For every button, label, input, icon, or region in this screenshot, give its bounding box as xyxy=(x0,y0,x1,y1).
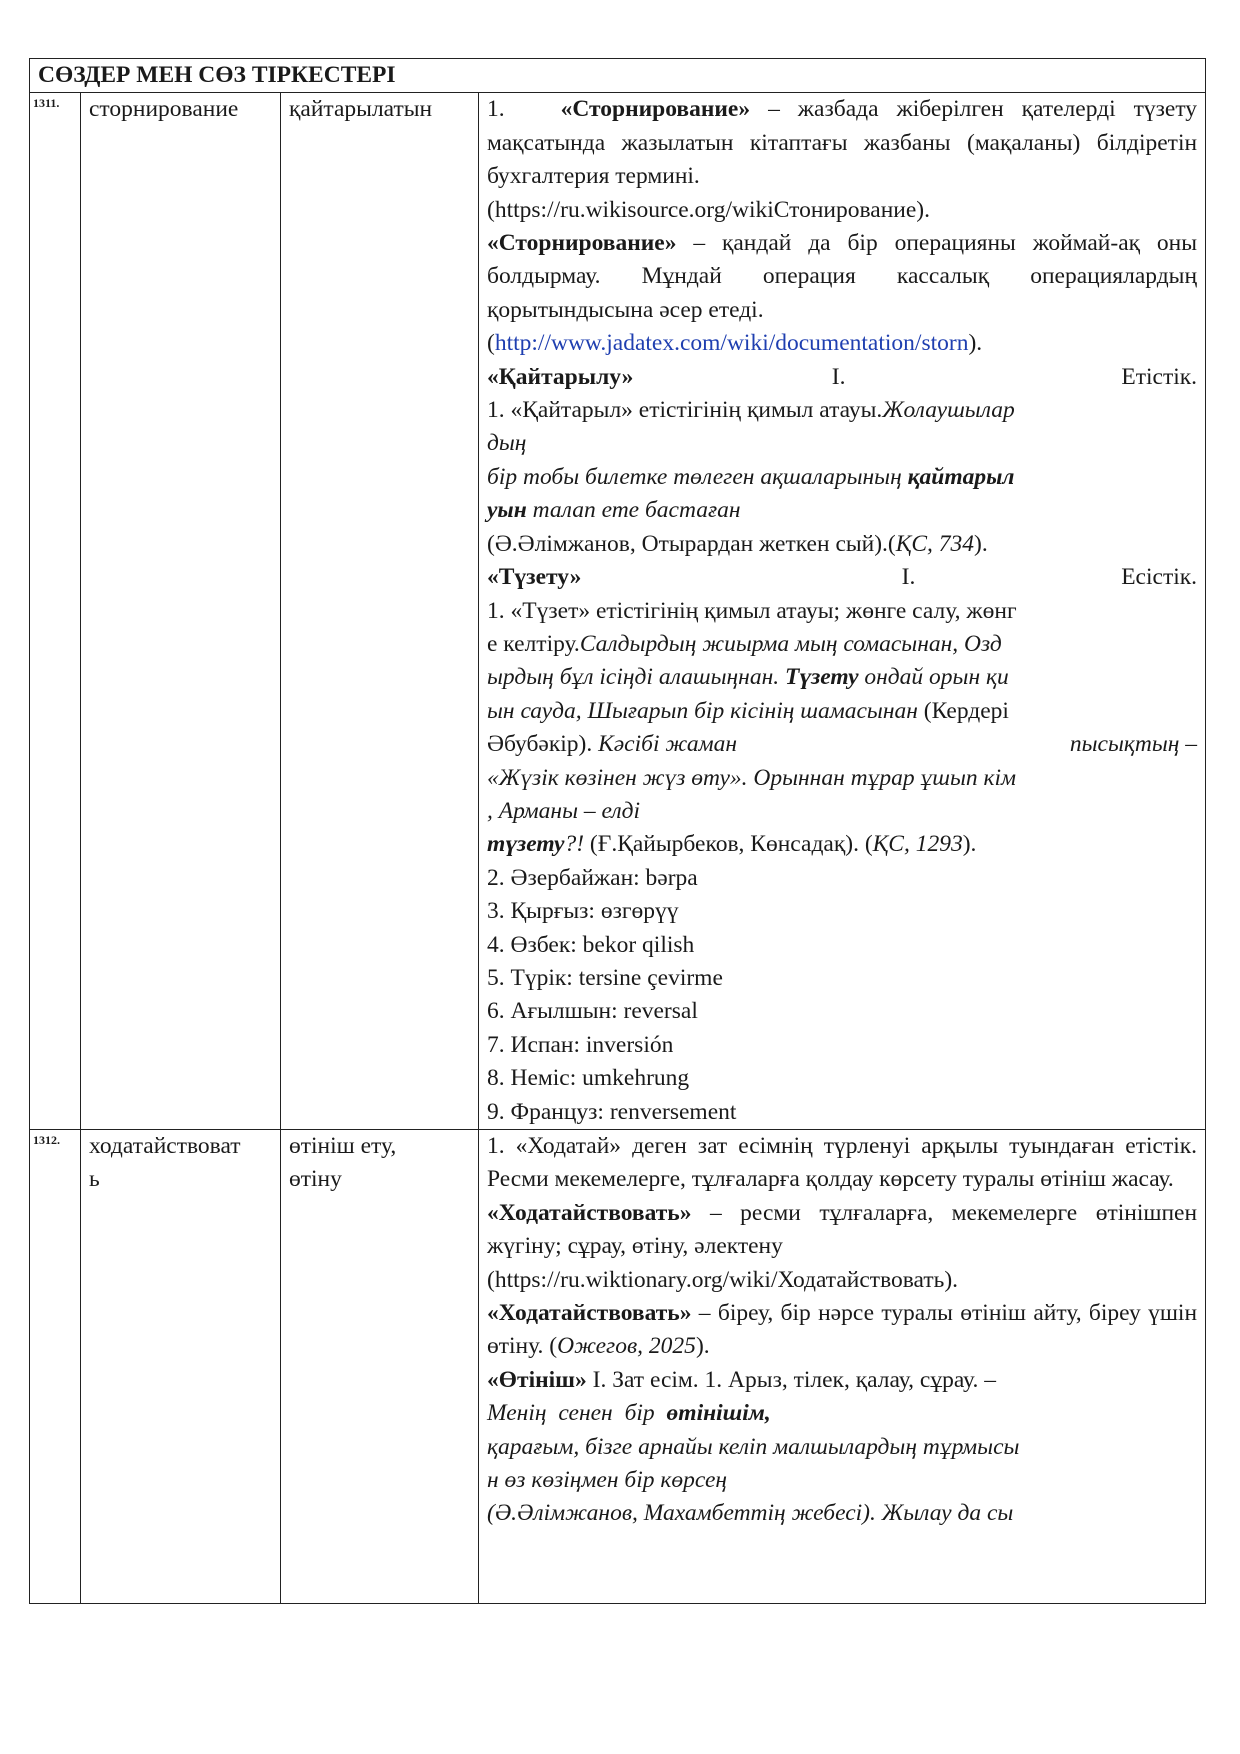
section-header: СӨЗДЕР МЕН СӨЗ ТІРКЕСТЕРІ xyxy=(30,59,1206,93)
term-bold: «Сторнирование» xyxy=(487,230,677,257)
glossary-table xyxy=(29,58,1206,1604)
entry-definition: 1. «Ходатай» деген зат есімнің түрленуі арқылы туындаған етістік. Ресми мекемелерге, тұлғаларға қолдау көрсету туралы өтініш жасау. «Ходатайствовать» – ресми тұлғаларға, мекемелерге өтінішпен жүгіну; сұрау, өтіну, әлектену (https://ru.wiktionary.org/wiki/Ходатайствовать). «Ходатайствовать» – біреу, бір нәрсе туралы өтініш айту, біреу үшін өтіну. (Ожегов, 2025). «Өтініш» І. Зат есім. 1. Арыз, тілек, қалау, сұрау. – Менің сенен бір өтінішім, қарағым, бізге арнайы келіп малшылардың тұрмысы н өз көзіңмен бір көрсең (Ә.Әлімжанов, Махамбеттің жебесі). Жылау да сы xyxy=(479,1130,1206,1604)
language-item: 9. Француз: renversement xyxy=(487,1098,737,1125)
entry-term: сторнирование xyxy=(81,93,281,1130)
entry-definition: 1. «Сторнирование» – жазбада жіберілген қателерді түзету мақсатында жазылатын кітаптағы жазбаны (мақаланы) білдіретін бухгалтерия термині. (https://ru.wikisource.org/wikiСтонирование). «Сторнирование» – қандай да бір операцияны жоймай-ақ оны болдырмау. Мұндай операция кассалық операциялардың қорытындысына әсер етеді. (http://www.jadatex.com/wiki/documentation/storn). «Қайтарылу» І. Етістік. 1. «Қайтарыл» етістігінің қимыл атауы.Жолаушылар дың бір тобы билетке төлеген ақшаларының қайтарыл уын талап ете бастаған (Ә.Әлімжанов, Отырардан жеткен сый).(ҚС, 734). «Түзету» І. Есістік. 1. «Түзет» етістігінің қимыл атауы; жөнге салу, жөнг е келтіру.Салдырдың жиырма мың сомасынан, Озд ырдың бұл ісіңді алашыңнан. Түзету ондай орын қи ын сауда, Шығарып бір кісінің шамасынан (Кердері Әбубәкір). Кәсібі жаман пысықтың – «Жүзік көзінен жүз өту». Орыннан тұрар ұшып кім , Арманы – елді түзету?! (Ғ.Қайырбеков, Көнсадақ). (ҚС, 1293). 2. Әзербайжан: bərpa 3. Қырғыз: өзгөрүү 4. Өзбек: bekor qilish 5. Түрік: tersine çevirme 6. Ағылшын: reversal 7. Испан: inversión 8. Неміс: umkehrung 9. Француз: renversement xyxy=(479,93,1206,1130)
definition-paragraph: «Ходатайствовать» – ресми тұлғаларға, мекемелерге өтінішпен жүгіну; сұрау, өтіну, әлектену xyxy=(487,1199,1198,1260)
entry-number: 1311. xyxy=(30,93,81,1130)
language-item: 2. Әзербайжан: bərpa xyxy=(487,864,698,891)
source-text: (https://ru.wikisource.org/wikiСтонирование). xyxy=(487,196,930,223)
language-item: 4. Өзбек: bekor qilish xyxy=(487,931,695,958)
entry-translation: өтініш ету, өтіну xyxy=(281,1130,479,1604)
definition-paragraph: 1. «Ходатай» деген зат есімнің түрленуі арқылы туындаған етістік. Ресми мекемелерге, тұлғаларға қолдау көрсету туралы өтініш жасау. xyxy=(487,1133,1198,1193)
term-bold: «Сторнирование» xyxy=(560,96,751,123)
entry-term: ходатайствоват ь xyxy=(81,1130,281,1604)
language-item: 6. Ағылшын: reversal xyxy=(487,998,698,1025)
term-bold: «Өтініш» xyxy=(487,1366,587,1393)
source-text: (https://ru.wiktionary.org/wiki/Ходатайствовать). xyxy=(487,1266,959,1293)
table-row xyxy=(30,1130,1206,1604)
definition-paragraph: 1. «Сторнирование» – жазбада жіберілген қателерді түзету мақсатында жазылатын кітаптағы жазбаны (мақаланы) білдіретін бухгалтерия термині. xyxy=(487,96,1198,190)
table-row xyxy=(30,93,1206,1130)
headword-line: «Қайтарылу» І. Етістік. xyxy=(487,363,1198,390)
language-item: 8. Неміс: umkehrung xyxy=(487,1065,690,1092)
definition-paragraph: «Сторнирование» – қандай да бір операцияны жоймай-ақ оны болдырмау. Мұндай операция кассалық операциялардың қорытындысына әсер етеді. xyxy=(487,230,1198,323)
term-bold: «Ходатайствовать» xyxy=(487,1300,692,1327)
definition-paragraph: «Ходатайствовать» – біреу, бір нәрсе туралы өтініш айту, біреу үшін өтіну. (Ожегов, 2025). xyxy=(487,1300,1198,1360)
language-item: 3. Қырғыз: өзгөрүү xyxy=(487,898,679,925)
language-item: 5. Түрік: tersine çevirme xyxy=(487,964,723,991)
language-item: 7. Испан: inversión xyxy=(487,1031,674,1058)
entry-translation: қайтарылатын xyxy=(281,93,479,1130)
headword-line: «Түзету» І. Есістік. xyxy=(487,564,1198,591)
entry-number: 1312. xyxy=(30,1130,81,1604)
term-bold: «Ходатайствовать» xyxy=(487,1199,692,1226)
source-text: (http://www.jadatex.com/wiki/documentation/storn). xyxy=(487,330,983,357)
source-text: (Ә.Әлімжанов, Отырардан жеткен сый).(ҚС, 734). xyxy=(487,530,988,557)
header-row xyxy=(30,59,1206,93)
source-link[interactable]: http://www.jadatex.com/wiki/documentation/storn xyxy=(494,330,969,357)
